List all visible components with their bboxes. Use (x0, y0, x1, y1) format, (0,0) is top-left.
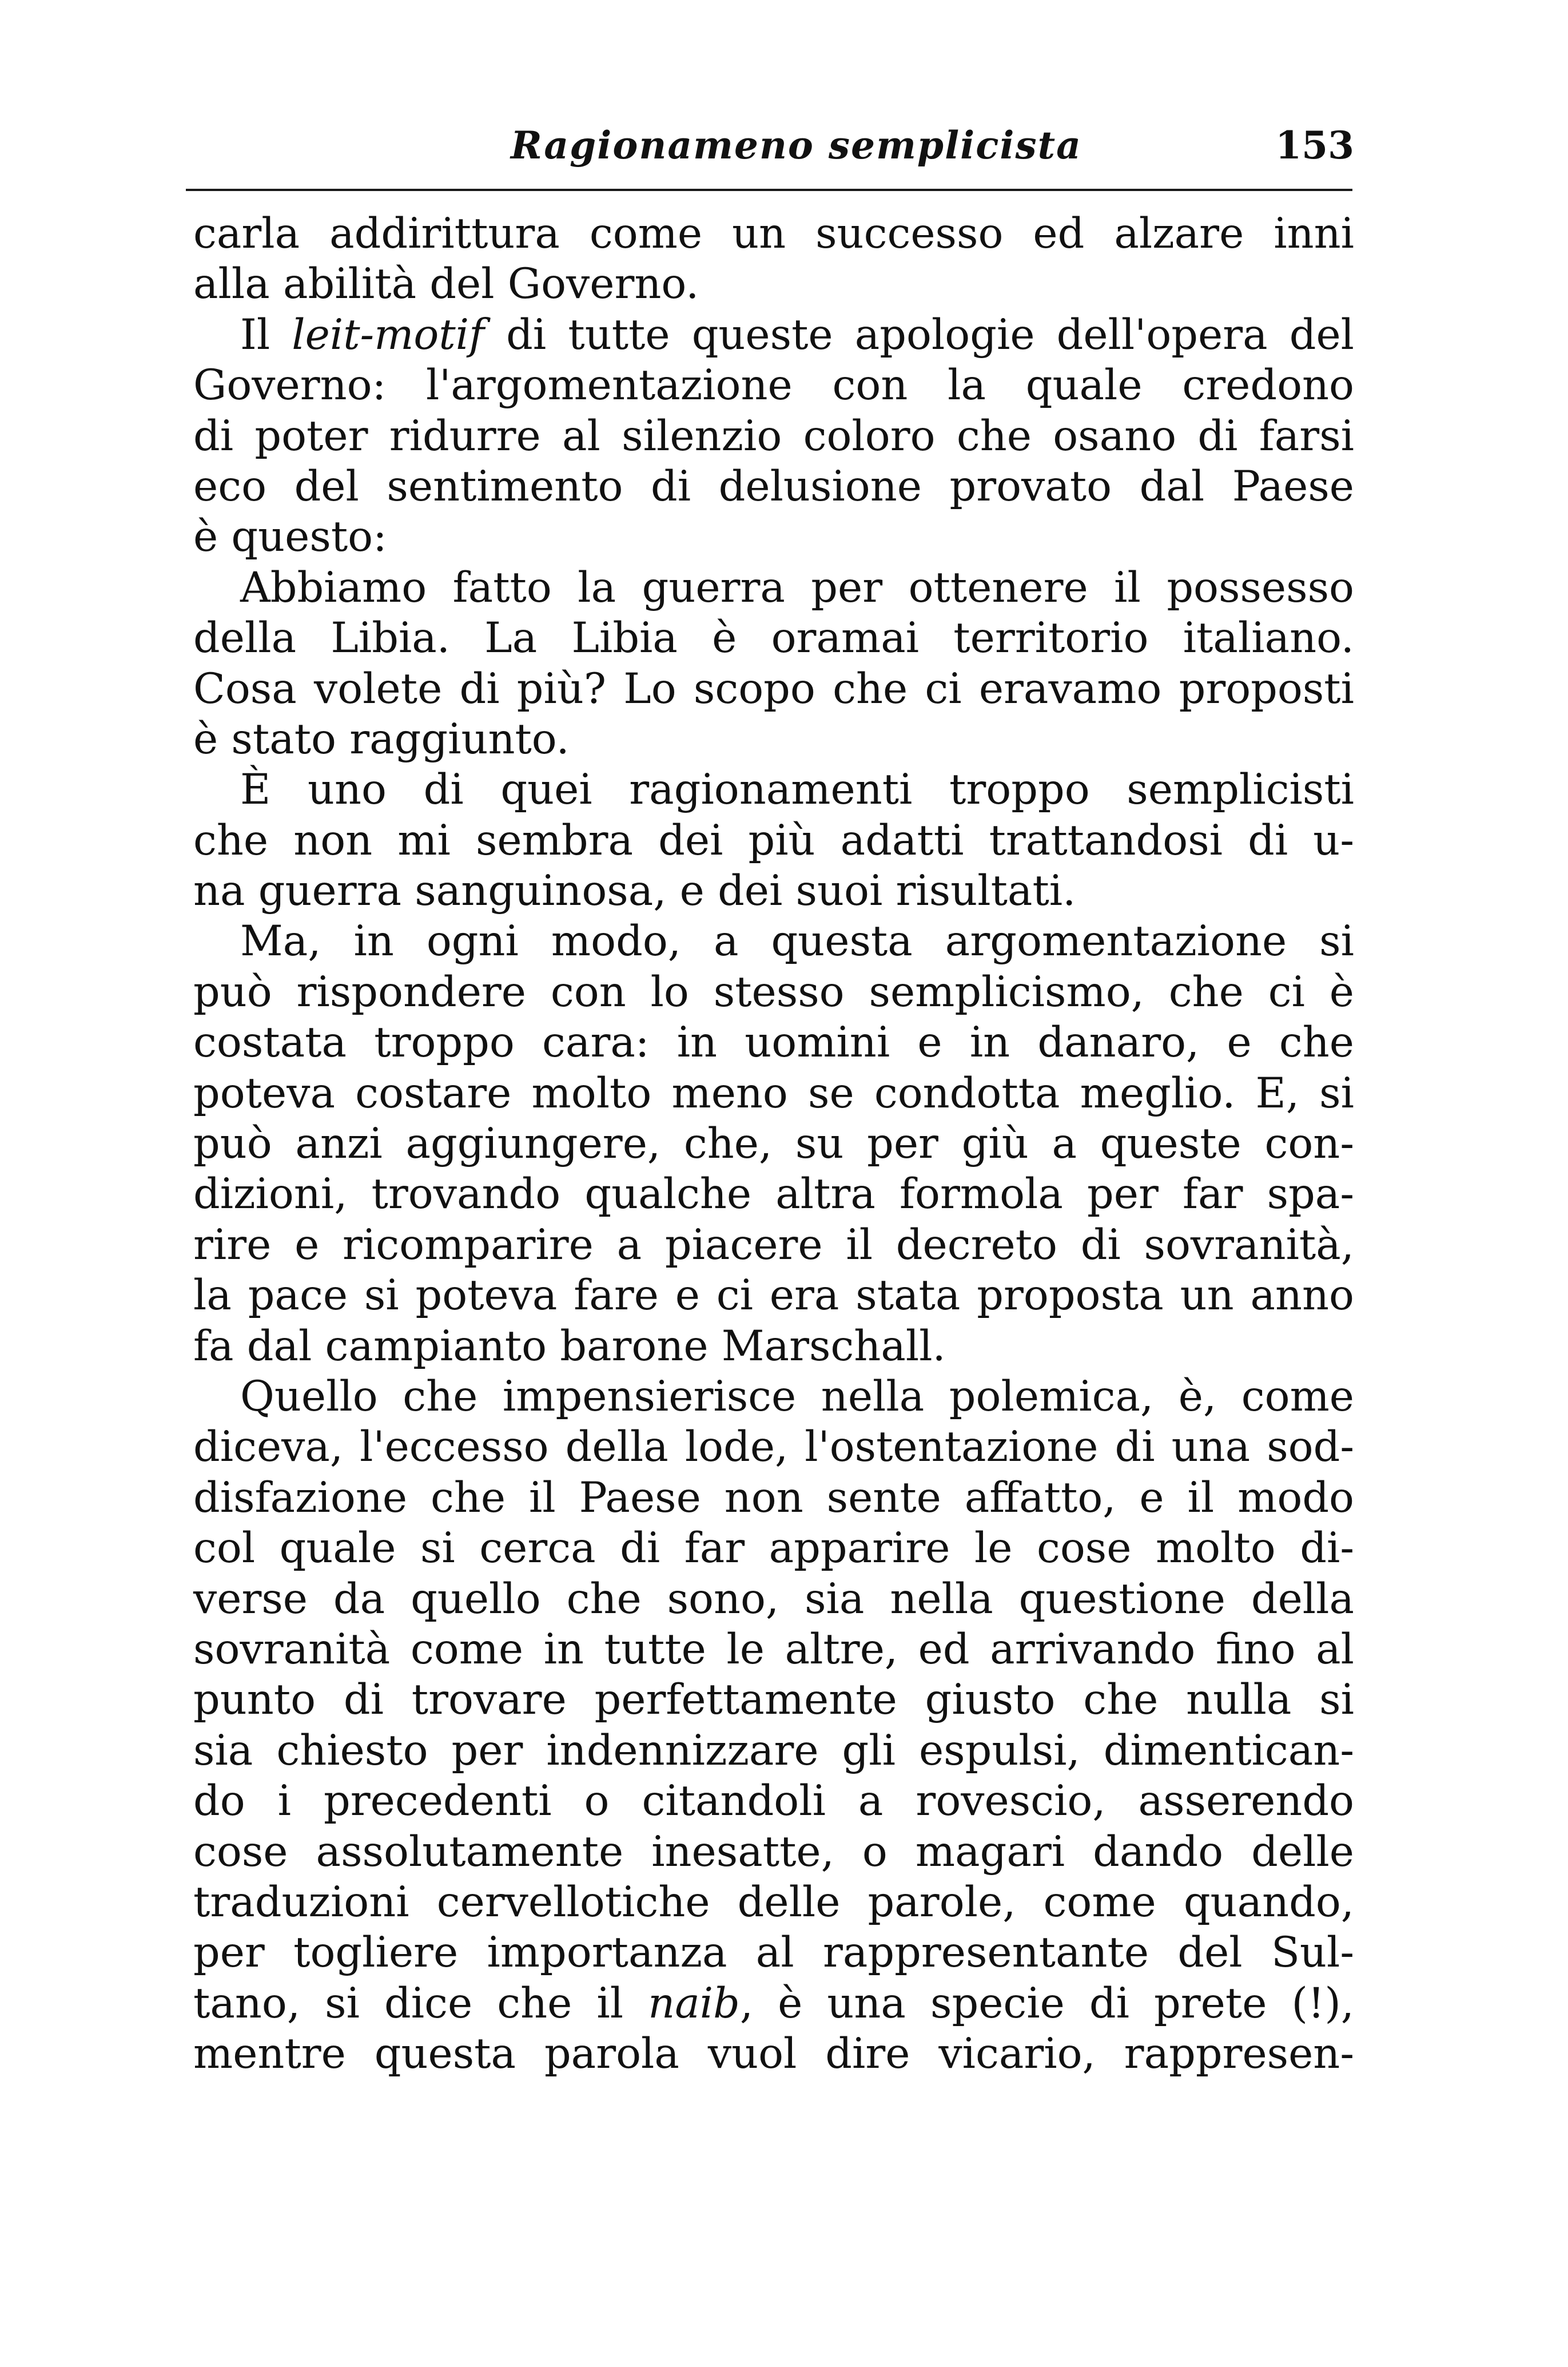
text-line (193, 310, 1354, 360)
text-line: col quale si cerca di far apparire le cose molto di- (193, 1524, 1354, 1573)
page-number: 153 (1275, 123, 1354, 168)
text-line: la pace si poteva fare e ci era stata proposta un anno (193, 1271, 1354, 1320)
text-line: è stato raggiunto. (193, 714, 570, 764)
text-line: Governo: l'argomentazione con la quale credono (193, 361, 1354, 410)
text-line: Abbiamo fatto la guerra per ottenere il possesso (240, 563, 1354, 612)
text-line: diceva, l'eccesso della lode, l'ostentazione di una sod- (193, 1423, 1354, 1472)
text-line: È uno di quei ragionamenti troppo semplicisti (240, 765, 1354, 815)
text-line: che non mi sembra dei più adatti trattandosi di u- (193, 816, 1354, 865)
text-segment: tano, si dice che il (193, 1979, 648, 2028)
text-line: è questo: (193, 513, 387, 562)
text-line: do i precedenti o citandoli a rovescio, asserendo (193, 1777, 1354, 1826)
text-line: sia chiesto per indennizzare gli espulsi, dimentican- (193, 1726, 1354, 1775)
body-text (193, 209, 1354, 2079)
text-segment: , è una specie di prete (!), (739, 1979, 1354, 2028)
text-line: verse da quello che sono, sia nella questione della (193, 1574, 1354, 1623)
text-line: Cosa volete di più? Lo scopo che ci eravamo proposti (193, 664, 1354, 713)
running-head (193, 117, 1354, 186)
text-segment: Il (240, 310, 292, 359)
header-rule (186, 189, 1352, 191)
text-line: Quello che impensierisce nella polemica, è, come (240, 1372, 1354, 1421)
text-line: cose assolutamente inesatte, o magari dando delle (193, 1827, 1354, 1876)
running-title: Ragionameno semplicista (511, 123, 1082, 168)
italic-term: naib (648, 1979, 740, 2028)
text-line: può anzi aggiungere, che, su per giù a queste con- (193, 1119, 1354, 1169)
text-line: punto di trovare perfettamente giusto che nulla si (193, 1675, 1354, 1725)
text-line: disfazione che il Paese non sente affatto, e il modo (193, 1473, 1354, 1522)
text-line: poteva costare molto meno se condotta meglio. E, si (193, 1069, 1354, 1118)
text-line: costata troppo cara: in uomini e in danaro, e che (193, 1018, 1354, 1067)
text-line: mentre questa parola vuol dire vicario, rappresen- (193, 2030, 1354, 2079)
text-line: sovranità come in tutte le altre, ed arrivando fino al (193, 1625, 1354, 1674)
italic-term: leit-motif (292, 310, 485, 359)
text-line: carla addirittura come un successo ed alzare inni (193, 209, 1354, 258)
text-line: na guerra sanguinosa, e dei suoi risultati. (193, 867, 1076, 916)
text-line: per togliere importanza al rappresentante del Sul- (193, 1928, 1354, 1977)
text-line: rire e ricomparire a piacere il decreto di sovranità, (193, 1220, 1354, 1269)
text-line: traduzioni cervellotiche delle parole, come quando, (193, 1877, 1354, 1927)
text-line: può rispondere con lo stesso semplicismo, che ci è (193, 967, 1354, 1016)
text-line: dizioni, trovando qualche altra formola per far spa- (193, 1170, 1354, 1219)
text-line: eco del sentimento di delusione provato dal Paese (193, 462, 1354, 511)
text-line: alla abilità del Governo. (193, 260, 699, 309)
text-line: della Libia. La Libia è oramai territorio italiano. (193, 614, 1354, 663)
text-line (193, 1979, 1354, 2029)
text-line: fa dal campianto barone Marschall. (193, 1321, 946, 1371)
text-segment: di tutte queste apologie dell'opera del (484, 310, 1354, 359)
text-line: Ma, in ogni modo, a questa argomentazione si (240, 917, 1354, 966)
text-line: di poter ridurre al silenzio coloro che osano di farsi (193, 411, 1354, 460)
